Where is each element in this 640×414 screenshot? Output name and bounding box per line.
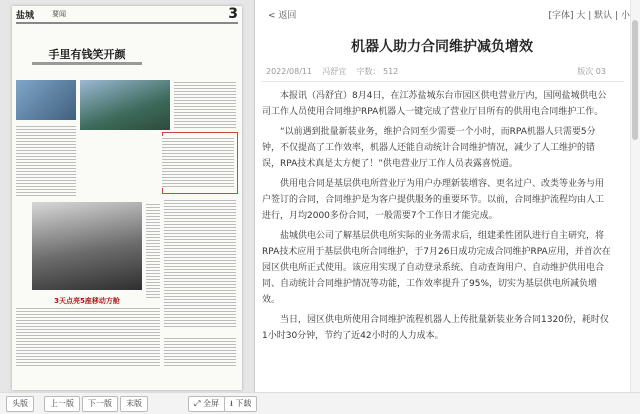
headline-underline xyxy=(32,62,142,65)
article-paragraph: 当日，园区供电所使用合同维护流程机器人上传批量新装业务合同1320份，耗时仅1小时30分钟，节约了近42小时的人力成本。 xyxy=(262,315,609,341)
newspaper-header xyxy=(16,8,238,24)
font-default-button[interactable]: 默认 xyxy=(594,11,613,21)
newspaper-preview-pane xyxy=(0,0,255,392)
prev-page-button[interactable]: 上一版 xyxy=(44,396,80,412)
back-link[interactable]: < 返回 xyxy=(268,11,297,21)
article-meta xyxy=(266,66,606,77)
article-word-count: 字数： 512 xyxy=(356,67,399,76)
font-size-control xyxy=(548,8,630,21)
text-column xyxy=(164,198,236,328)
newspaper-headline: 手里有钱笑开颜 xyxy=(48,48,126,61)
fullscreen-label: 全屏 xyxy=(202,399,219,408)
text-column xyxy=(16,124,76,198)
last-page-button[interactable]: 末版 xyxy=(120,396,148,412)
text-column xyxy=(146,202,160,298)
first-page-button[interactable]: 头版 xyxy=(6,396,34,412)
expand-icon: ⤢ xyxy=(194,399,201,408)
article-edition: 版次 03 xyxy=(577,67,606,76)
font-label: [字体] xyxy=(548,11,574,21)
text-column xyxy=(16,306,160,366)
text-column xyxy=(162,136,234,188)
article-title: 机器人助力合同维护减负增效 xyxy=(351,39,533,55)
text-column xyxy=(164,336,236,368)
fullscreen-button[interactable] xyxy=(188,396,225,412)
article-paragraph: 供用电合同是基层供电所营业厅为用户办理新装增容、更名过户、改类等业务与用户签订的合同，合同维护是为客户提供服务的重要环节。以前，合同维护流程均由人工进行，月均2000多份合同，一般需要7个工作日才能完成。 xyxy=(262,179,605,221)
font-separator: | xyxy=(588,11,592,21)
article-paragraph: “以前遇到批量新装业务，维护合同至少需要一个小时，而RPA机器人只需要5分钟，不仅提高了工作效率，机器人还能自动统计合同维护情况，减少了人工维护的错误，RPA技术真是太方便了！”供电营业厅工作人员表露喜悦道。 xyxy=(262,127,596,169)
article-paragraph: 本报讯（冯舒宜）8月4日，在江苏盐城东台市园区供电营业厅内，国网盐城供电公司工作人员使用合同维护RPA机器人一键完成了营业厅目所有的供用电合同维护工作。 xyxy=(262,91,607,117)
pager-bar xyxy=(0,392,640,414)
meta-divider xyxy=(262,81,624,82)
next-page-button[interactable]: 下一版 xyxy=(82,396,118,412)
article-paragraph: 盐城供电公司了解基层供电所实际的业务需求后，组建柔性团队进行自主研究，将RPA技术应用于基层供电所合同维护，于7月26日成功完成合同维护RPA应用，并首次在园区供电所正式使用。该应用实现了自动登录系统、自动查询用户、自动维护供用电合同、自动统计合同维护情况等功能，工作效率提升了95%，切实为基层供电所减负增效。 xyxy=(262,231,611,305)
article-body xyxy=(262,88,612,348)
font-small-button[interactable]: 小 xyxy=(620,11,630,21)
newspaper-brand: 盐城 xyxy=(16,11,35,21)
font-separator: | xyxy=(615,11,619,21)
newspaper-page-number: 3 xyxy=(228,6,238,22)
download-icon: ⭳ xyxy=(230,399,233,408)
download-label: 下载 xyxy=(235,399,252,408)
download-button[interactable] xyxy=(224,396,257,412)
newspaper-photo-field xyxy=(80,80,170,130)
scrollbar-thumb[interactable] xyxy=(632,20,638,140)
article-date: 2022/08/11 xyxy=(266,67,313,76)
newspaper-photo-solar xyxy=(16,80,76,120)
font-large-button[interactable]: 大 xyxy=(576,11,586,21)
newspaper-photo-workers xyxy=(32,202,142,290)
newspaper-subheadline: 3天点亮5座移动方舱 xyxy=(54,297,120,305)
newspaper-page-thumbnail[interactable] xyxy=(12,6,242,390)
text-column xyxy=(174,80,236,130)
article-author: 冯舒宜 xyxy=(322,67,347,76)
newspaper-section: 要闻 xyxy=(52,10,66,18)
